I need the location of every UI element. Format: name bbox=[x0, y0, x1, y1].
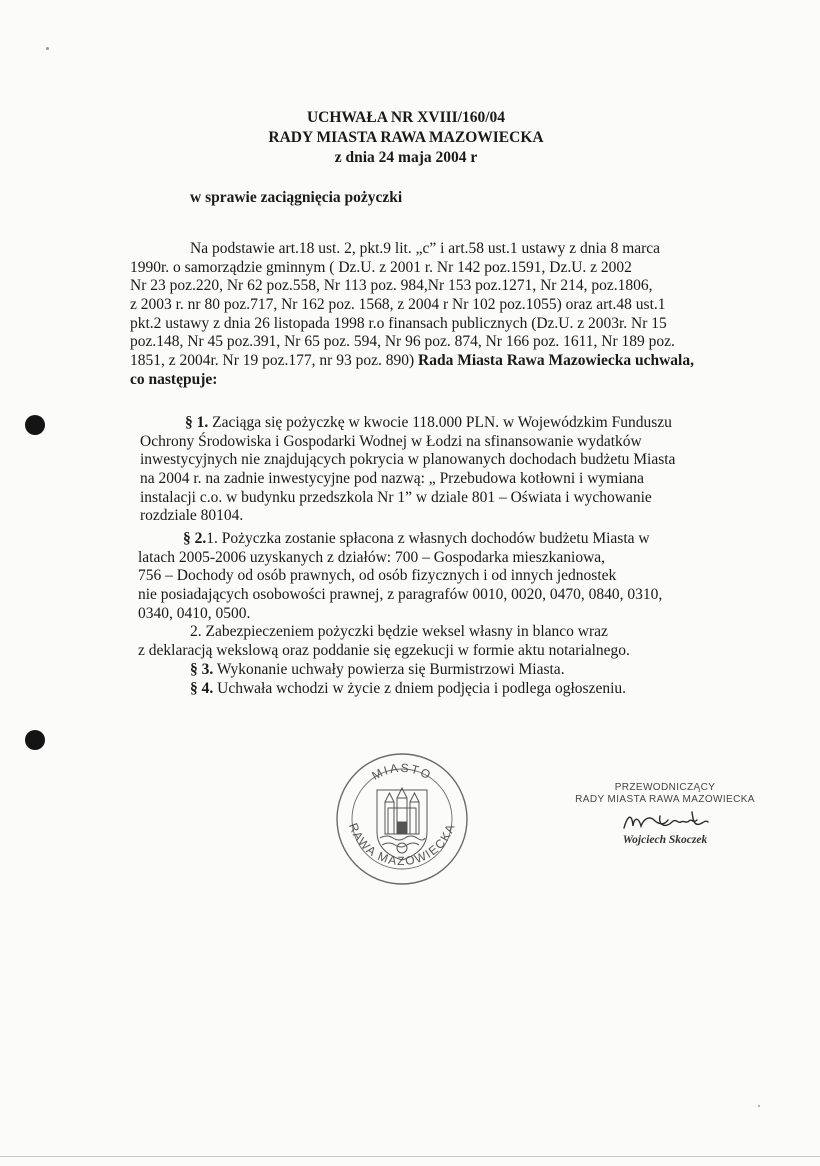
paragraph-3 bbox=[138, 661, 728, 680]
preamble-line: z 2003 r. nr 80 poz.717, Nr 162 poz. 1568, z 2004 r Nr 102 poz.1055) oraz art.48 ust.1 bbox=[130, 296, 666, 314]
paragraph-mark: § 3. bbox=[190, 660, 214, 678]
council-name: RADY MIASTA RAWA MAZOWIECKA bbox=[268, 129, 544, 146]
punch-hole-bottom bbox=[25, 730, 45, 750]
paragraph-mark: § 1. bbox=[185, 414, 209, 431]
paragraph-line: inwestycyjnych nie znajdujących pokrycia w planowanych dochodach budżetu Miasta bbox=[140, 451, 676, 469]
signatory-council: RADY MIASTA RAWA MAZOWIECKA bbox=[575, 794, 755, 805]
paragraph-2 bbox=[138, 530, 728, 698]
punch-hole-top bbox=[25, 415, 45, 435]
preamble-line: 1990r. o samorządzie gminnym ( Dz.U. z 2001 r. Nr 142 poz.1591, Dz.U. z 2002 bbox=[130, 258, 632, 276]
preamble-line: poz.148, Nr 45 poz.391, Nr 65 poz. 594, Nr 96 poz. 874, Nr 166 poz. 1611, Nr 189 poz. bbox=[130, 333, 675, 351]
paragraph-line: rozdziale 80104. bbox=[140, 507, 244, 525]
paragraph-line bbox=[138, 530, 728, 549]
handwritten-signature bbox=[620, 808, 710, 834]
signature-block bbox=[560, 782, 770, 846]
paragraph-text: Wykonanie uchwały powierza się Burmistrzowi Miasta. bbox=[213, 660, 565, 678]
preamble-line bbox=[130, 352, 720, 371]
resolution-date: z dnia 24 maja 2004 r bbox=[334, 149, 478, 166]
preamble-line: Nr 23 poz.220, Nr 62 poz.558, Nr 113 poz. 984,Nr 153 poz.1271, Nr 214, poz.1806, bbox=[130, 277, 653, 295]
scan-edge-line bbox=[0, 1156, 820, 1157]
scan-speck bbox=[758, 1105, 760, 1107]
town-seal-stamp bbox=[335, 752, 469, 886]
paragraph-1 bbox=[140, 414, 730, 526]
paragraph-text: Zaciąga się pożyczkę w kwocie 118.000 PLN. w Wojewódzkim Funduszu bbox=[208, 414, 672, 431]
resolution-header bbox=[180, 108, 632, 168]
paragraph-line: latach 2005-2006 uzyskanych z działów: 700 – Gospodarka mieszkaniowa, bbox=[138, 548, 606, 566]
preamble-text: 1851, z 2004r. Nr 19 poz.177, nr 93 poz. 890) bbox=[130, 352, 415, 370]
paragraph-line: Ochrony Środowiska i Gospodarki Wodnej w Łodzi na sfinansowanie wydatków bbox=[140, 432, 642, 450]
seal-top-text: MIASTO bbox=[369, 760, 435, 783]
paragraph-line: instalacji c.o. w budynku przedszkola Nr 1” w dziale 801 – Oświata i wychowanie bbox=[140, 488, 652, 506]
paragraph-mark: § 4. bbox=[190, 679, 214, 697]
resolution-number: UCHWAŁA NR XVIII/160/04 bbox=[306, 109, 506, 126]
paragraph-line bbox=[140, 414, 730, 433]
coat-of-arms-icon bbox=[377, 788, 427, 860]
paragraph-mark: § 2. bbox=[183, 530, 207, 547]
paragraph-line: na 2004 r. na zadnie inwestycyjne pod nazwą: „ Przebudowa kotłowni i wymiana bbox=[140, 470, 645, 488]
council-decision: Rada Miasta Rawa Mazowiecka uchwala, bbox=[414, 352, 694, 370]
preamble bbox=[130, 240, 720, 390]
paragraph-text: Uchwała wchodzi w życie z dniem podjęcia i podlega ogłoszeniu. bbox=[213, 679, 627, 697]
paragraph-line: nie posiadających osobowości prawnej, z paragrafów 0010, 0020, 0470, 0840, 0310, bbox=[138, 586, 663, 604]
preamble-line: Na podstawie art.18 ust. 2, pkt.9 lit. „c” i art.58 ust.1 ustawy z dnia 8 marca bbox=[190, 240, 661, 257]
signatory-name-stamp: Wojciech Skoczek bbox=[622, 834, 708, 846]
resolution-subject: w sprawie zaciągnięcia pożyczki bbox=[190, 189, 403, 206]
preamble-line: pkt.2 ustawy z dnia 26 listopada 1998 r.o finansach publicznych (Dz.U. z 2003r. Nr 15 bbox=[130, 314, 667, 332]
paragraph-line: 0340, 0410, 0500. bbox=[138, 604, 251, 622]
paragraph-line: 2. Zabezpieczeniem pożyczki będzie weksel własny in blanco wraz bbox=[190, 623, 608, 641]
paragraph-line: 756 – Dochody od osób prawnych, od osób fizycznych i od innych jednostek bbox=[138, 567, 617, 585]
seal-bottom-text: RAWA MAZOWIECKA bbox=[346, 821, 458, 869]
signatory-title: PRZEWODNICZĄCY bbox=[614, 782, 716, 793]
paragraph-line: z deklaracją wekslową oraz poddanie się egzekucji w formie aktu notarialnego. bbox=[138, 642, 630, 660]
council-decision-end: co następuje: bbox=[130, 370, 218, 388]
paragraph-text: 1. Pożyczka zostanie spłacona z własnych dochodów budżetu Miasta w bbox=[206, 530, 650, 547]
scan-speck bbox=[46, 47, 49, 50]
paragraph-4 bbox=[138, 680, 728, 699]
